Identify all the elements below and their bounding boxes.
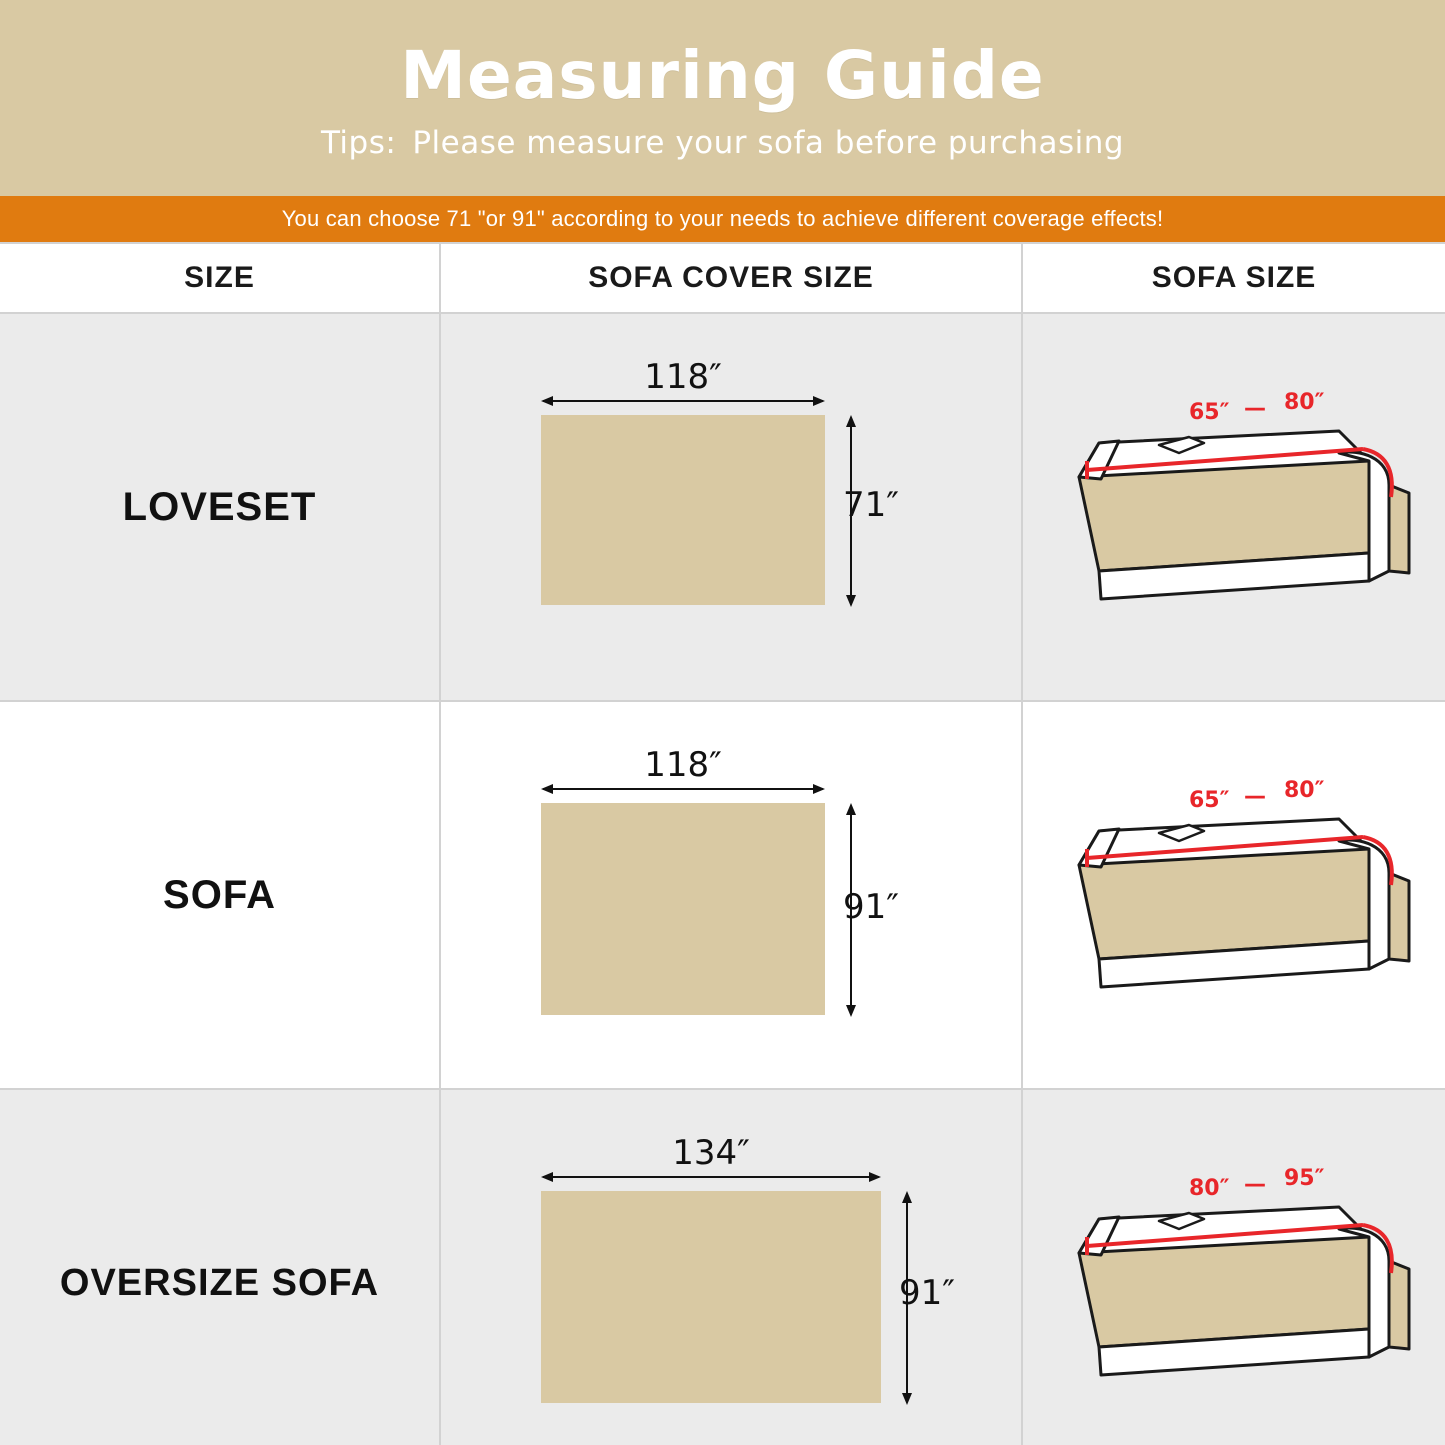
size-table [0,242,1445,1445]
cover-height-label: 71″ [843,485,899,525]
page-title: Measuring Guide [400,37,1045,115]
sofa-illustration [1039,1133,1429,1433]
table-row [0,701,1445,1089]
cover-rectangle [541,1191,881,1403]
sofa-drawing [1039,745,1429,1045]
cover-height-label: 91″ [899,1273,955,1313]
cover-diagram [531,1133,955,1433]
header [0,0,1445,196]
sofa-range-min: 65″ [1189,400,1230,425]
coverage-banner: You can choose 71 "or 91" according to your needs to achieve different coverage effects! [0,196,1445,242]
cover-width-label: 118″ [644,745,722,785]
cover-diagram [531,357,931,657]
header-tip [321,125,1124,161]
cover-rectangle [541,415,825,605]
table-row [0,1089,1445,1445]
row-size-cell [0,313,440,701]
cover-width-label: 134″ [672,1133,750,1173]
cover-diagram [531,745,931,1045]
tip-label: Tips: [320,124,397,161]
row-sofa-cell [1022,313,1445,701]
sofa-range-max: 80″ [1284,390,1325,415]
row-size-cell [0,1089,440,1445]
size-label-loveset: LOVESET [122,484,317,529]
cover-rectangle [541,803,825,1015]
sofa-illustration [1039,357,1429,657]
sofa-drawing [1039,357,1429,657]
row-size-cell [0,701,440,1089]
size-label-oversize-sofa: OVERSIZE SOFA [59,1261,380,1304]
column-header-sofa-cover-size: SOFA COVER SIZE [440,243,1022,313]
row-cover-cell [440,313,1022,701]
tip-text: Please measure your sofa before purchasing [412,124,1125,161]
table-header-row [0,243,1445,313]
sofa-range-max: 95″ [1284,1166,1325,1191]
row-cover-cell [440,701,1022,1089]
sofa-drawing [1039,1133,1429,1433]
column-header-size: SIZE [0,243,440,313]
sofa-illustration [1039,745,1429,1045]
size-label-sofa: SOFA [163,872,276,917]
svg-text:—: — [1244,396,1266,421]
svg-text:—: — [1244,784,1266,809]
row-sofa-cell [1022,1089,1445,1445]
column-header-sofa-size: SOFA SIZE [1022,243,1445,313]
row-cover-cell [440,1089,1022,1445]
cover-width-label: 118″ [644,357,722,397]
table-row [0,313,1445,701]
sofa-range-max: 80″ [1284,778,1325,803]
cover-height-label: 91″ [843,887,899,927]
sofa-range-min: 80″ [1189,1176,1230,1201]
row-sofa-cell [1022,701,1445,1089]
svg-text:—: — [1244,1172,1266,1197]
sofa-range-min: 65″ [1189,788,1230,813]
